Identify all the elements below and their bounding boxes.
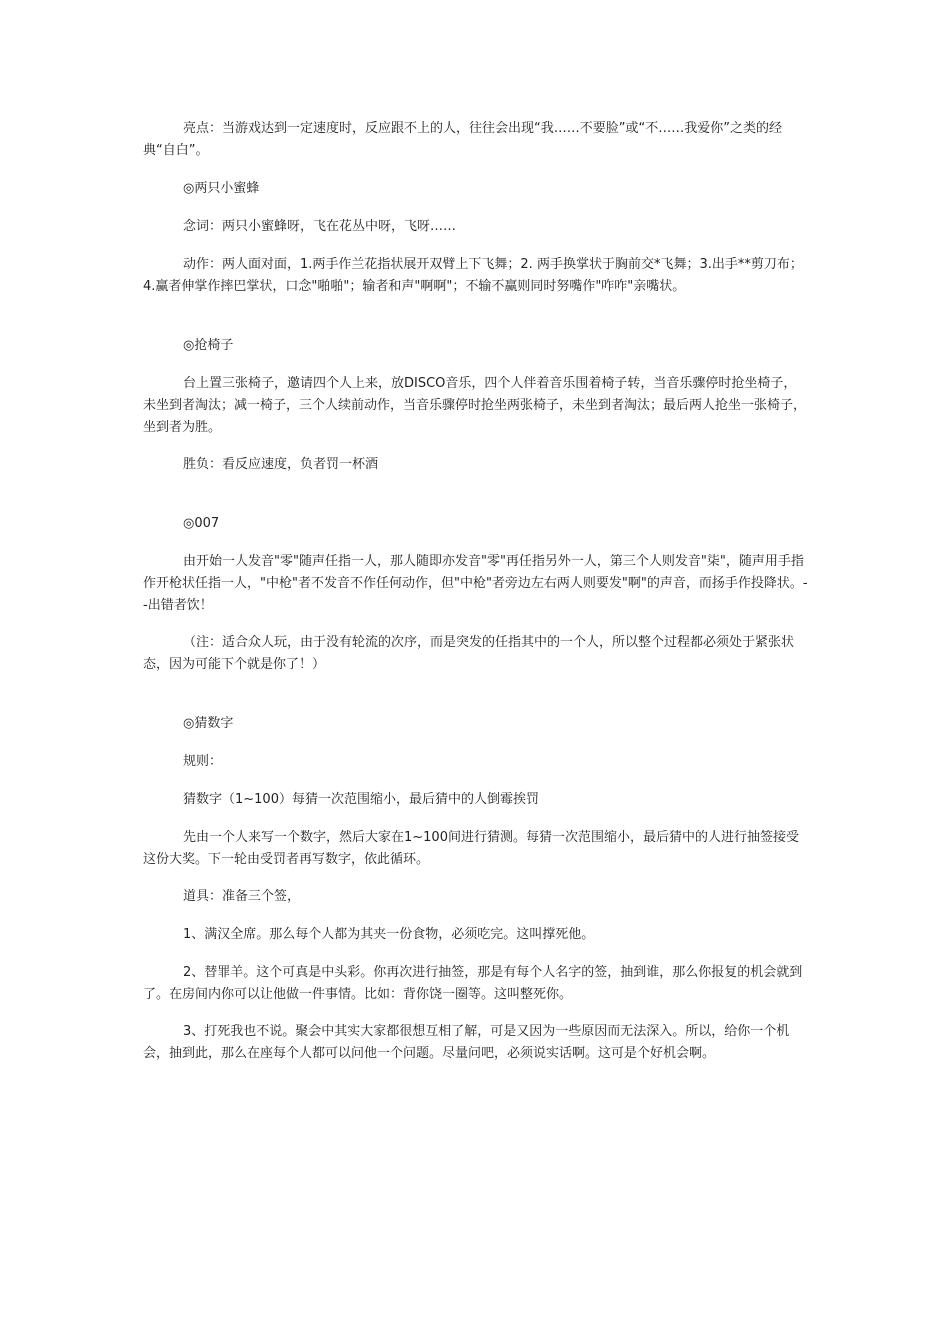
section-heading-007: ◎007 bbox=[183, 516, 220, 531]
section-heading-chairs: ◎抢椅子 bbox=[183, 338, 234, 353]
guess-item-1: 1、满汉全席。那么每个人都为其夹一份食物，必须吃完。这叫撑死他。 bbox=[183, 927, 595, 942]
bees-action: 动作：两人面对面，1.两手作兰花指状展开双臂上下飞舞；2. 两手换掌状于胸前交*飞舞；3.出手**剪刀布；4.赢者伸掌作摔巴掌状，口念"啪啪"；输者和声"啊啊"；不输不赢则同时努嘴作"咋咋"亲嘴状。 bbox=[143, 257, 803, 294]
guess-item-2: 2、替罪羊。这个可真是中头彩。你再次进行抽签，那是有每个人名字的签，抽到谁，那么你报复的机会就到了。在房间内你可以让他做一件事情。比如：背你饶一圈等。这叫整死你。 bbox=[143, 965, 803, 1002]
section-spacer bbox=[143, 676, 809, 713]
007-note: （注：适合众人玩，由于没有轮流的次序，而是突发的任指其中的一个人，所以整个过程都必须处于紧张状态，因为可能下个就是你了！） bbox=[143, 635, 795, 672]
chairs-description: 台上置三张椅子，邀请四个人上来，放DISCO音乐，四个人伴着音乐围着椅子转，当音乐骤停时抢坐椅子，未坐到者淘汰；减一椅子，三个人续前动作，当音乐骤停时抢坐两张椅子，未坐到者淘汰；最后两人抢坐一张椅子，坐到者为胜。 bbox=[143, 376, 807, 435]
chairs-result: 胜负：看反应速度，负者罚一杯酒 bbox=[183, 457, 379, 472]
section-heading-guess: ◎猜数字 bbox=[183, 716, 234, 731]
highlight-paragraph: 亮点：当游戏达到一定速度时，反应跟不上的人，往往会出现“我……不要脸”或“不……我爱你”之类的经典“自白”。 bbox=[143, 121, 782, 158]
bees-chant: 念词：两只小蜜蜂呀，飞在花丛中呀，飞呀…… bbox=[183, 219, 457, 234]
guess-summary: 猜数字（1~100）每猜一次范围缩小，最后猜中的人倒霉挨罚 bbox=[183, 792, 539, 807]
guess-rules-label: 规则： bbox=[183, 754, 223, 769]
section-spacer bbox=[143, 476, 809, 513]
007-description: 由开始一人发音"零"随声任指一人，那人随即亦发音"零"再任指另外一人，第三个人则发音"柒"，随声用手指作开枪状任指一人，"中枪"者不发音不作任何动作，但"中枪"者旁边左右两人则要发"啊"的声音，而扬手作投降状。--出错者饮！ bbox=[143, 554, 808, 613]
guess-description: 先由一个人来写一个数字，然后大家在1~100间进行猜测。每猜一次范围缩小，最后猜中的人进行抽签接受这份大奖。下一轮由受罚者再写数字，依此循环。 bbox=[143, 830, 799, 867]
section-heading-bees: ◎两只小蜜蜂 bbox=[183, 181, 260, 196]
document-body bbox=[143, 118, 809, 1065]
guess-item-3: 3、打死我也不说。聚会中其实大家都很想互相了解，可是又因为一些原因而无法深入。所以，给你一个机会，抽到此，那么在座每个人都可以问他一个问题。尽量问吧，必须说实话啊。这可是个好机会啊。 bbox=[143, 1024, 790, 1061]
guess-props: 道具：准备三个签， bbox=[183, 889, 301, 904]
section-spacer bbox=[143, 298, 809, 335]
